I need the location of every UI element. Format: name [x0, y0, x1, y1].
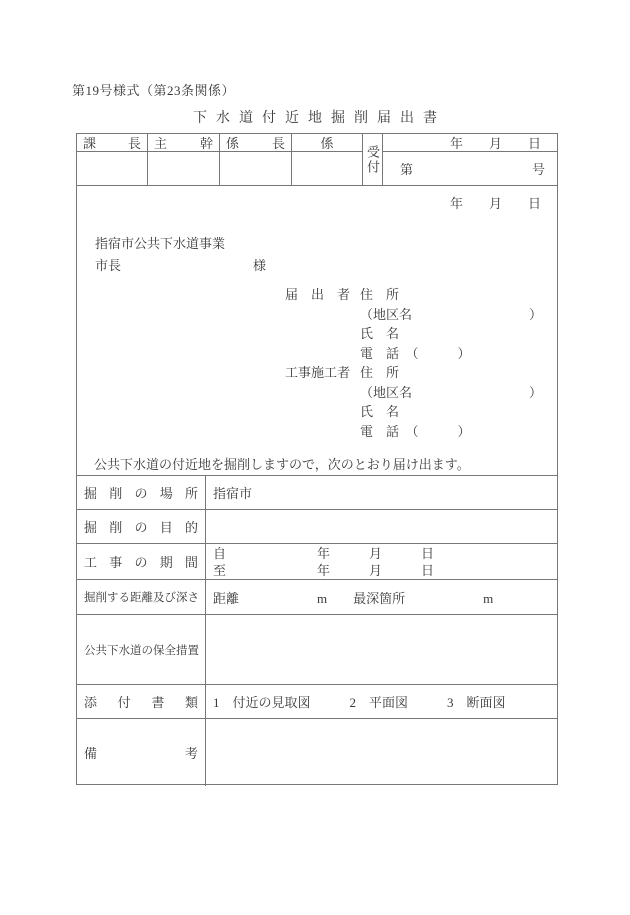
notifier-field: 住 所	[360, 287, 400, 303]
row-label-cell	[77, 685, 206, 718]
notifier-block	[285, 284, 542, 440]
notifier-field: （地区名 ）	[360, 384, 543, 400]
receipt-number-suffix: 号	[531, 162, 545, 177]
notifier-field: 電 話 （ ）	[360, 345, 471, 361]
row-label: 公 共 下 水 道 の 保 全 措 置	[84, 644, 199, 657]
approval-label-kacho	[77, 134, 148, 152]
notifier-row	[285, 421, 542, 441]
notifier-field: 電 話 （ ）	[360, 423, 471, 439]
row-label-cell	[77, 615, 206, 684]
notifier-row	[285, 323, 542, 343]
approval-stamp-cell-kakaricho	[220, 152, 292, 185]
approval-label-text: 係	[320, 136, 334, 151]
row-value-cell	[206, 510, 557, 543]
addressee-line	[95, 255, 535, 274]
notifier-row	[285, 362, 542, 382]
period-from-line: 自 年 月 日	[213, 545, 435, 561]
form-body	[77, 186, 557, 475]
row-value-cell	[206, 544, 557, 579]
row-label: 添 付 書 類	[84, 695, 198, 710]
row-value-cell: 1 付近の見取図 2 平面図 3 断面図	[213, 695, 506, 710]
notifier-row	[285, 343, 542, 363]
approval-label-text: 係 長	[226, 136, 285, 151]
row-label-cell	[77, 719, 206, 786]
row-label: 備 考	[84, 746, 198, 761]
approval-label-kakari	[292, 134, 363, 152]
table-row-location	[77, 475, 557, 509]
table-row-distance-depth	[77, 579, 557, 614]
approval-stamp-cell-kacho	[77, 152, 148, 185]
approval-stamp-cell-kakari	[292, 152, 363, 185]
statement-text: 公共下水道の付近地を掘削しますので，次のとおり届け出ます。	[94, 457, 470, 472]
table-row-remarks	[77, 718, 557, 786]
approval-label-text: 主 幹	[154, 136, 213, 151]
submission-date-line: 年 月 日	[449, 196, 541, 211]
addressee-mayor: 市長	[95, 258, 122, 273]
notifier-role: 届 出 者	[285, 287, 350, 303]
form-title: 下水道付近地掘削届出書	[193, 111, 446, 126]
receipt-number-line	[383, 152, 557, 185]
table-row-period	[77, 543, 557, 579]
notifier-field: 氏 名	[360, 326, 400, 342]
addressee-honorific: 様	[253, 258, 267, 273]
row-label: 掘 削 の 場 所	[84, 486, 198, 501]
approval-label-text: 課 長	[83, 136, 141, 151]
notifier-role: 工 事 施 工 者	[285, 365, 351, 381]
receipt-number-prefix: 第	[400, 162, 414, 177]
notifier-field: （地区名 ）	[360, 306, 543, 322]
row-label-cell	[77, 580, 206, 614]
row-label-cell	[77, 476, 206, 509]
approval-label-kakaricho	[220, 134, 292, 152]
approval-header-table	[77, 134, 557, 186]
period-to-line: 至 年 月 日	[213, 562, 435, 578]
row-label: 工 事 の 期 間	[84, 555, 198, 570]
notifier-row	[285, 284, 542, 304]
form-box	[76, 133, 558, 785]
row-value-cell	[206, 615, 557, 684]
table-row-preservation	[77, 614, 557, 684]
row-label: 掘 削 す る 距 離 及 び 深 さ	[84, 592, 199, 604]
form-code: 第19号様式（第23条関係）	[72, 83, 236, 98]
row-value-cell: 距離 m 最深箇所 m	[213, 590, 494, 606]
table-row-attachments	[77, 684, 557, 718]
row-value-cell: 指宿市	[213, 486, 253, 501]
notifier-field: 住 所	[360, 365, 400, 381]
notifier-field: 氏 名	[360, 404, 400, 420]
receipt-date-line: 年 月 日	[383, 134, 557, 152]
row-label: 掘 削 の 目 的	[84, 520, 198, 535]
approval-label-shukan	[148, 134, 220, 152]
row-value-cell	[206, 719, 557, 786]
notifier-row	[285, 401, 542, 421]
row-label-cell	[77, 510, 206, 543]
approval-stamp-cell-shukan	[148, 152, 220, 185]
row-label-cell	[77, 544, 206, 579]
addressee-organization: 指宿市公共下水道事業	[95, 236, 226, 251]
notifier-row	[285, 382, 542, 402]
table-row-purpose	[77, 509, 557, 543]
detail-table	[77, 475, 557, 786]
receipt-stamp-label: 受付	[363, 134, 383, 185]
notifier-row	[285, 304, 542, 324]
